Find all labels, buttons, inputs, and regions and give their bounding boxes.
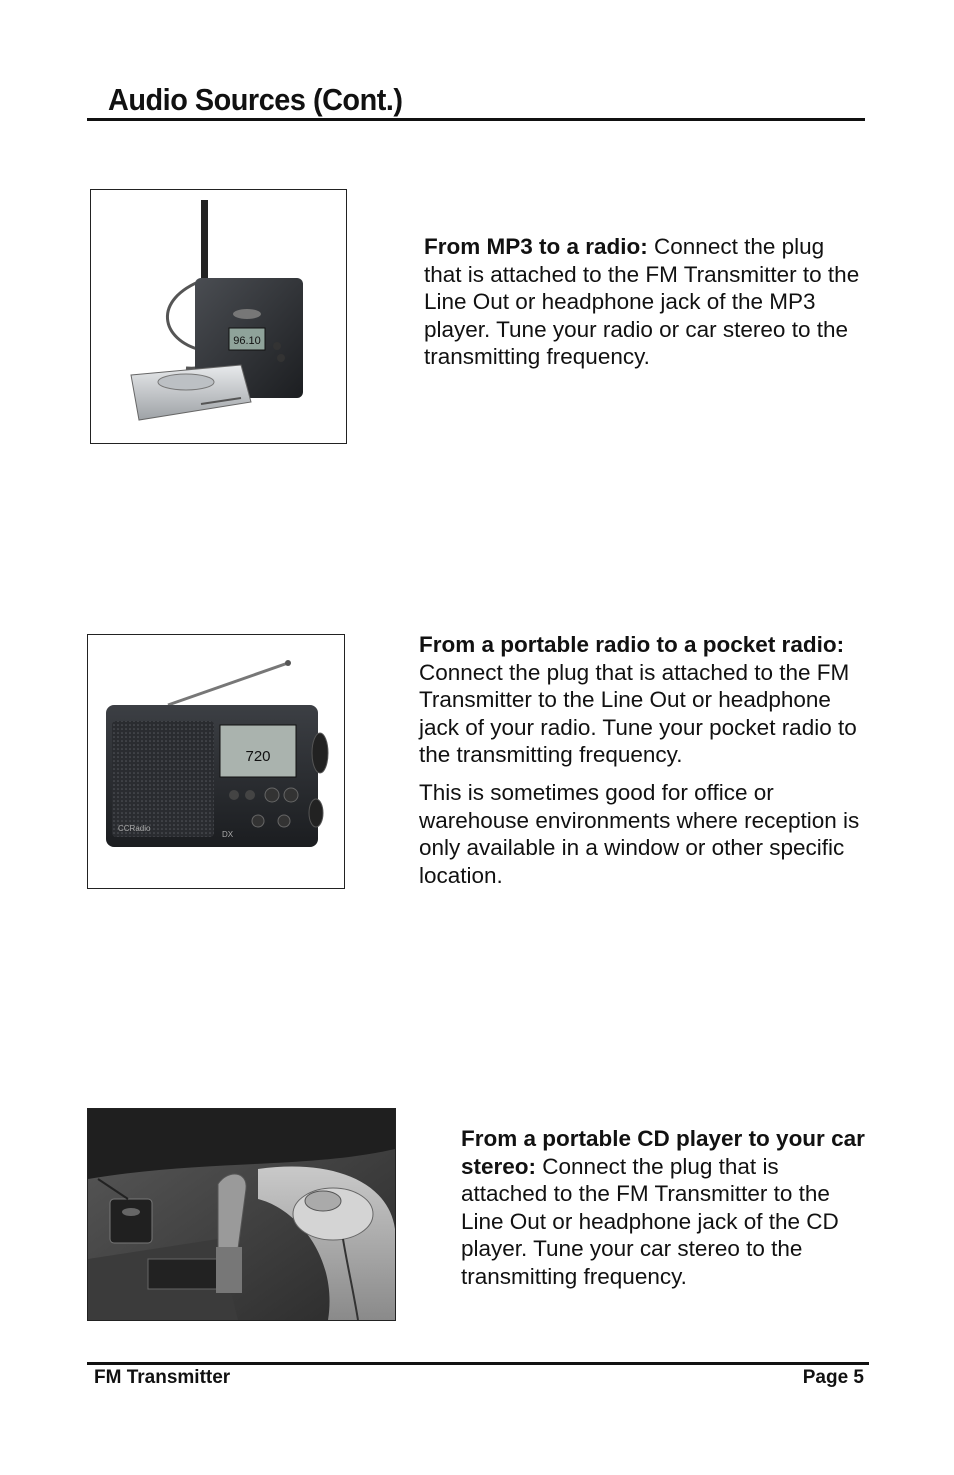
- section-heading: From a portable radio to a pocket radio:: [419, 632, 845, 657]
- footer-product-name: FM Transmitter: [94, 1367, 231, 1388]
- section-heading: From a portable CD player to your car stereo:: [461, 1126, 865, 1179]
- radio-model-label: DX: [222, 830, 234, 839]
- car-interior-photo: [87, 1108, 396, 1321]
- section-heading: From MP3 to a radio:: [424, 234, 648, 259]
- footer-divider: [87, 1362, 869, 1365]
- page-title: Audio Sources (Cont.): [108, 82, 403, 117]
- title-divider: [87, 118, 865, 121]
- transmitter-display: 96.10: [233, 335, 261, 347]
- section-radio-to-pocket-radio: [419, 631, 864, 889]
- radio-brand-logo: CCRadio: [118, 824, 151, 833]
- section-mp3-to-radio: [424, 233, 864, 371]
- section-body: Connect the plug that is attached to the FM Transmitter to the Line Out or headphone jack of your radio. Tune your pocket radio to the transmitting frequency.: [419, 659, 857, 768]
- section-body: Connect the plug that is attached to the FM Transmitter to the Line Out or headphone jack of the CD player. Tune your car stereo to the transmitting frequency.: [461, 1153, 839, 1289]
- section-body: Connect the plug that is attached to the FM Transmitter to the Line Out or headphone jack of the MP3 player. Tune your radio or car stereo to the transmitting frequency.: [424, 234, 860, 370]
- section-note: This is sometimes good for office or warehouse environments where reception is only available in a window or other specific location.: [419, 779, 860, 888]
- section-cd-to-car-stereo: [461, 1125, 866, 1291]
- radio-display: 720: [245, 748, 271, 765]
- portable-radio-photo: [87, 634, 345, 889]
- page-number: Page 5: [802, 1367, 864, 1388]
- mp3-transmitter-photo: [90, 189, 347, 444]
